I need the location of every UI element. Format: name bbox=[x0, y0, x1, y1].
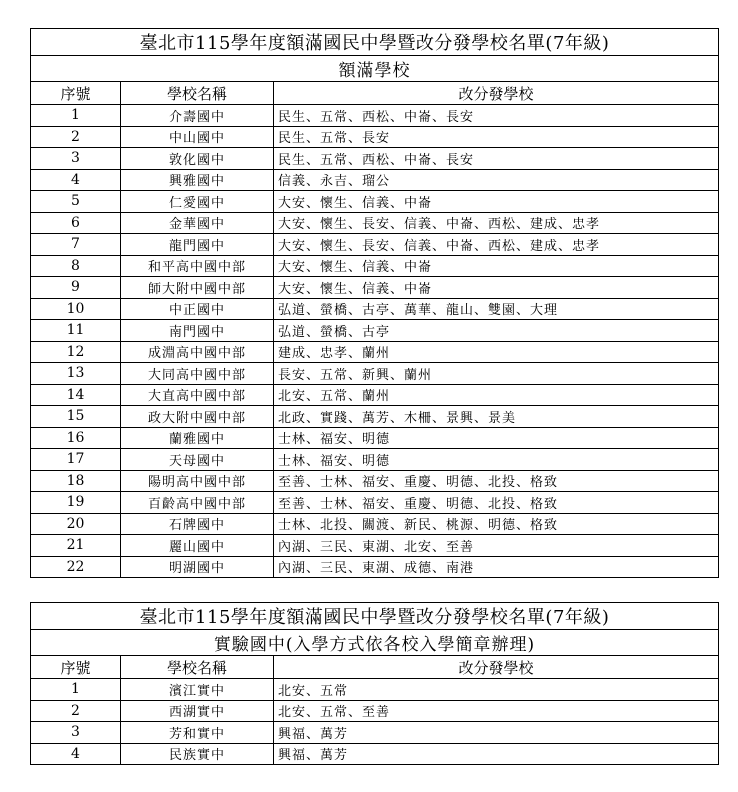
row-number: 12 bbox=[31, 341, 121, 363]
school-name: 石牌國中 bbox=[121, 513, 274, 535]
table-row bbox=[31, 679, 719, 701]
reassigned-schools: 內湖、三民、東湖、成德、南港 bbox=[274, 556, 719, 578]
reassigned-schools: 大安、懷生、信義、中崙 bbox=[274, 191, 719, 213]
reassigned-schools: 弘道、螢橋、古亭 bbox=[274, 320, 719, 342]
table-row bbox=[31, 191, 719, 213]
row-number: 15 bbox=[31, 406, 121, 428]
table-title: 臺北市115學年度額滿國民中學暨改分發學校名單(7年級) bbox=[31, 29, 719, 56]
row-number: 17 bbox=[31, 449, 121, 471]
header-list: 改分發學校 bbox=[274, 82, 719, 105]
table-row bbox=[31, 341, 719, 363]
row-number: 10 bbox=[31, 298, 121, 320]
table-row bbox=[31, 384, 719, 406]
reassigned-schools: 弘道、螢橋、古亭、萬華、龍山、雙園、大理 bbox=[274, 298, 719, 320]
school-name: 民族實中 bbox=[121, 743, 274, 765]
row-number: 2 bbox=[31, 126, 121, 148]
table-row bbox=[31, 169, 719, 191]
school-name: 介壽國中 bbox=[121, 105, 274, 127]
table-row bbox=[31, 743, 719, 765]
row-number: 11 bbox=[31, 320, 121, 342]
school-name: 金華國中 bbox=[121, 212, 274, 234]
table-row bbox=[31, 513, 719, 535]
row-number: 6 bbox=[31, 212, 121, 234]
table-subtitle: 額滿學校 bbox=[31, 56, 719, 82]
reassigned-schools: 大安、懷生、長安、信義、中崙、西松、建成、忠孝 bbox=[274, 212, 719, 234]
table-row bbox=[31, 126, 719, 148]
row-number: 2 bbox=[31, 700, 121, 722]
reassigned-schools: 士林、北投、關渡、新民、桃源、明德、格致 bbox=[274, 513, 719, 535]
school-name: 麗山國中 bbox=[121, 535, 274, 557]
school-name: 大直高中國中部 bbox=[121, 384, 274, 406]
reassigned-schools: 北安、五常 bbox=[274, 679, 719, 701]
reassigned-schools: 大安、懷生、信義、中崙 bbox=[274, 277, 719, 299]
school-name: 南門國中 bbox=[121, 320, 274, 342]
school-name: 天母國中 bbox=[121, 449, 274, 471]
header-no: 序號 bbox=[31, 82, 121, 105]
row-number: 14 bbox=[31, 384, 121, 406]
reassigned-schools: 民生、五常、長安 bbox=[274, 126, 719, 148]
row-number: 7 bbox=[31, 234, 121, 256]
row-number: 1 bbox=[31, 679, 121, 701]
header-no: 序號 bbox=[31, 656, 121, 679]
school-name: 師大附中國中部 bbox=[121, 277, 274, 299]
row-number: 13 bbox=[31, 363, 121, 385]
school-name: 大同高中國中部 bbox=[121, 363, 274, 385]
reassigned-schools: 內湖、三民、東湖、北安、至善 bbox=[274, 535, 719, 557]
full-schools-table bbox=[30, 28, 719, 578]
school-name: 陽明高中國中部 bbox=[121, 470, 274, 492]
reassigned-schools: 長安、五常、新興、蘭州 bbox=[274, 363, 719, 385]
reassigned-schools: 北安、五常、至善 bbox=[274, 700, 719, 722]
table-row bbox=[31, 255, 719, 277]
table-row bbox=[31, 148, 719, 170]
table-row bbox=[31, 406, 719, 428]
reassigned-schools: 民生、五常、西松、中崙、長安 bbox=[274, 148, 719, 170]
reassigned-schools: 北政、實踐、萬芳、木柵、景興、景美 bbox=[274, 406, 719, 428]
reassigned-schools: 大安、懷生、信義、中崙 bbox=[274, 255, 719, 277]
table-row bbox=[31, 363, 719, 385]
school-name: 政大附中國中部 bbox=[121, 406, 274, 428]
table-row bbox=[31, 212, 719, 234]
school-name: 敦化國中 bbox=[121, 148, 274, 170]
table-row bbox=[31, 492, 719, 514]
table-row bbox=[31, 277, 719, 299]
header-list: 改分發學校 bbox=[274, 656, 719, 679]
row-number: 16 bbox=[31, 427, 121, 449]
table-row bbox=[31, 427, 719, 449]
reassigned-schools: 北安、五常、蘭州 bbox=[274, 384, 719, 406]
row-number: 3 bbox=[31, 148, 121, 170]
reassigned-schools: 大安、懷生、長安、信義、中崙、西松、建成、忠孝 bbox=[274, 234, 719, 256]
school-name: 和平高中國中部 bbox=[121, 255, 274, 277]
table-row bbox=[31, 320, 719, 342]
school-name: 成淵高中國中部 bbox=[121, 341, 274, 363]
table-row bbox=[31, 105, 719, 127]
school-name: 中正國中 bbox=[121, 298, 274, 320]
school-name: 龍門國中 bbox=[121, 234, 274, 256]
row-number: 4 bbox=[31, 169, 121, 191]
row-number: 5 bbox=[31, 191, 121, 213]
table-row bbox=[31, 298, 719, 320]
school-name: 興雅國中 bbox=[121, 169, 274, 191]
school-name: 百齡高中國中部 bbox=[121, 492, 274, 514]
school-name: 仁愛國中 bbox=[121, 191, 274, 213]
experimental-schools-table bbox=[30, 602, 719, 765]
row-number: 4 bbox=[31, 743, 121, 765]
row-number: 22 bbox=[31, 556, 121, 578]
school-name: 芳和實中 bbox=[121, 722, 274, 744]
header-name: 學校名稱 bbox=[121, 82, 274, 105]
reassigned-schools: 民生、五常、西松、中崙、長安 bbox=[274, 105, 719, 127]
reassigned-schools: 至善、士林、福安、重慶、明德、北投、格致 bbox=[274, 470, 719, 492]
reassigned-schools: 興福、萬芳 bbox=[274, 722, 719, 744]
table-row bbox=[31, 722, 719, 744]
school-name: 明湖國中 bbox=[121, 556, 274, 578]
row-number: 9 bbox=[31, 277, 121, 299]
row-number: 3 bbox=[31, 722, 121, 744]
row-number: 19 bbox=[31, 492, 121, 514]
table-subtitle: 實驗國中(入學方式依各校入學簡章辦理) bbox=[31, 630, 719, 656]
school-name: 中山國中 bbox=[121, 126, 274, 148]
row-number: 21 bbox=[31, 535, 121, 557]
school-name: 蘭雅國中 bbox=[121, 427, 274, 449]
row-number: 18 bbox=[31, 470, 121, 492]
reassigned-schools: 信義、永吉、瑠公 bbox=[274, 169, 719, 191]
header-name: 學校名稱 bbox=[121, 656, 274, 679]
reassigned-schools: 興福、萬芳 bbox=[274, 743, 719, 765]
reassigned-schools: 士林、福安、明德 bbox=[274, 449, 719, 471]
table-row bbox=[31, 556, 719, 578]
table-row bbox=[31, 234, 719, 256]
reassigned-schools: 士林、福安、明德 bbox=[274, 427, 719, 449]
row-number: 8 bbox=[31, 255, 121, 277]
table-row bbox=[31, 470, 719, 492]
table-row bbox=[31, 449, 719, 471]
school-name: 濱江實中 bbox=[121, 679, 274, 701]
table-row bbox=[31, 535, 719, 557]
table-title: 臺北市115學年度額滿國民中學暨改分發學校名單(7年級) bbox=[31, 603, 719, 630]
row-number: 1 bbox=[31, 105, 121, 127]
reassigned-schools: 至善、士林、福安、重慶、明德、北投、格致 bbox=[274, 492, 719, 514]
school-name: 西湖實中 bbox=[121, 700, 274, 722]
reassigned-schools: 建成、忠孝、蘭州 bbox=[274, 341, 719, 363]
table-row bbox=[31, 700, 719, 722]
row-number: 20 bbox=[31, 513, 121, 535]
